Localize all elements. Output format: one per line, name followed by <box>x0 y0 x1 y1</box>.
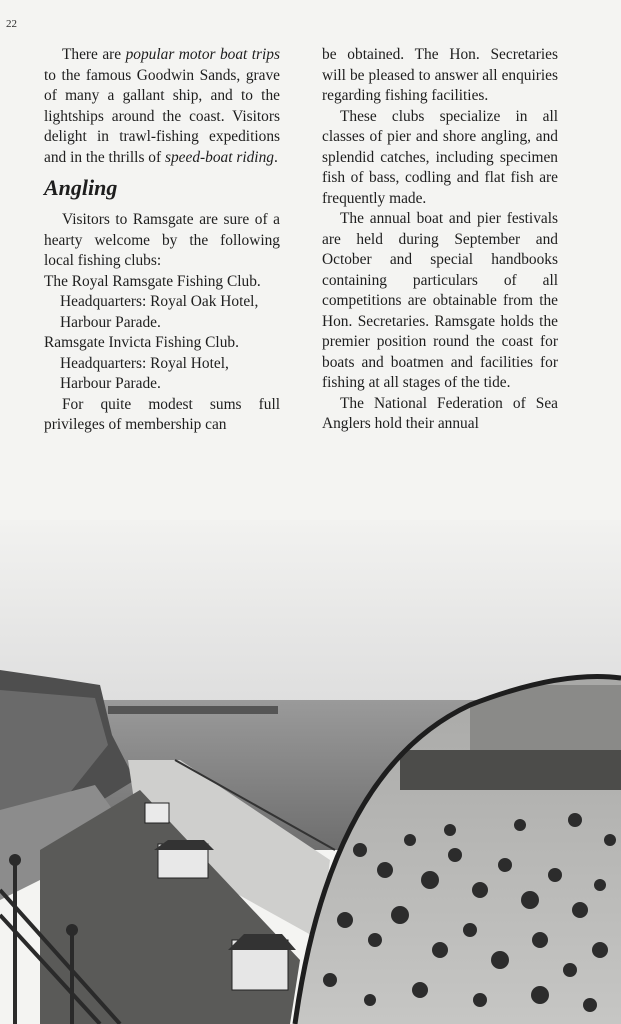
motor-boat-paragraph <box>44 45 280 168</box>
paragraph-text: There are <box>62 46 126 63</box>
enquiries-paragraph: be obtained. The Hon. Secretaries will be pleased to answer all enquiries regarding fishing facilities. <box>322 46 558 104</box>
section-heading: Angling <box>44 175 118 200</box>
pier <box>108 706 278 714</box>
page-number: 22 <box>6 18 17 30</box>
federation-paragraph: The National Federation of Sea Anglers hold their annual <box>322 394 558 432</box>
membership-paragraph: For quite modest sums full privileges of membership can <box>44 395 280 433</box>
club-entry: The Royal Ramsgate Fishing Club. Headquarters: Royal Oak Hotel, Harbour Parade. <box>44 272 261 331</box>
railing-post-cap <box>9 854 21 866</box>
emphasis-text: speed-boat riding <box>164 148 274 166</box>
right-text-column <box>322 45 558 435</box>
railing-post-cap <box>66 924 78 936</box>
ramsgate-coast-photograph <box>0 520 621 1024</box>
catches-paragraph: These clubs specialize in all classes of pier and shore angling, and splendid catches, including specimen fish of bass, codling and flat fish are frequently made. <box>322 107 558 207</box>
club-entry: Ramsgate Invicta Fishing Club. Headquarters: Royal Hotel, Harbour Parade. <box>44 334 239 392</box>
angling-intro-paragraph: Visitors to Ramsgate are sure of a hearty welcome by the following local fishing clubs: <box>44 211 280 269</box>
shelter <box>145 803 169 823</box>
paragraph-text: . <box>273 148 278 166</box>
left-text-column <box>44 45 280 436</box>
arcade <box>400 750 621 790</box>
sky <box>0 520 621 705</box>
festivals-paragraph: The annual boat and pier festivals are held during September and October and special handbooks containing particulars of all competitions are obtainable from the Hon. Secretaries. Ramsgate holds the premier position round the coast for boats and boatmen and facilities for fishing at all stages of the tide. <box>322 210 558 391</box>
emphasis-text: popular motor boat trips <box>125 46 280 63</box>
paragraph-text: to the famous Goodwin Sands, grave of many a gallant ship, and to the lightships around the coast. Visitors delight in trawl-fishing expeditions and in the thrills of <box>44 66 280 166</box>
